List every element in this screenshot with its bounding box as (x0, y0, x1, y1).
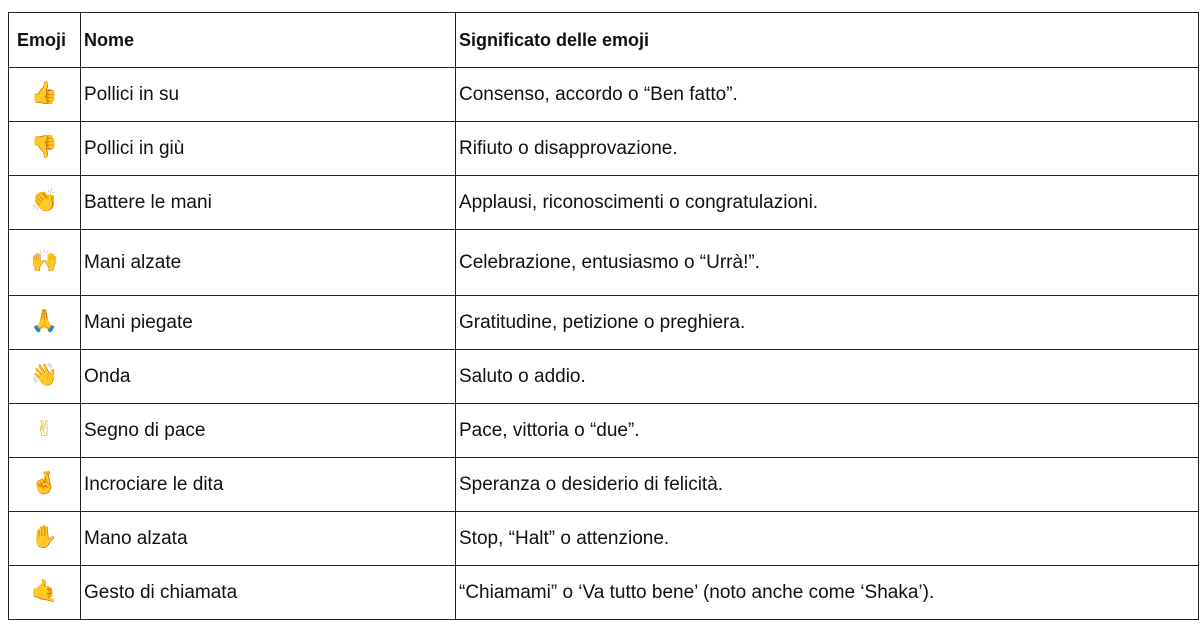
header-emoji: Emoji (9, 13, 81, 68)
name-cell: Mani alzate (81, 230, 456, 296)
name-cell: Pollici in giù (81, 122, 456, 176)
table-row (9, 176, 1199, 230)
name-cell: Pollici in su (81, 68, 456, 122)
name-cell: Segno di pace (81, 404, 456, 458)
folded-hands-icon: 🙏 (30, 309, 59, 334)
emoji-cell (9, 404, 81, 458)
emoji-cell (9, 68, 81, 122)
raised-hands-icon: 🙌 (30, 249, 59, 274)
name-cell: Battere le mani (81, 176, 456, 230)
call-me-hand-icon: 🤙 (30, 579, 59, 604)
header-name: Nome (81, 13, 456, 68)
thumbs-down-icon: 👎 (30, 135, 59, 160)
table-row (9, 68, 1199, 122)
name-cell: Incrociare le dita (81, 458, 456, 512)
emoji-cell (9, 350, 81, 404)
meaning-cell: “Chiamami” o ‘Va tutto bene’ (noto anche come ‘Shaka’). (456, 566, 1199, 620)
meaning-cell: Speranza o desiderio di felicità. (456, 458, 1199, 512)
emoji-cell (9, 458, 81, 512)
table-row (9, 230, 1199, 296)
emoji-table (8, 12, 1199, 620)
emoji-cell (9, 512, 81, 566)
table-row (9, 566, 1199, 620)
emoji-cell (9, 296, 81, 350)
meaning-cell: Rifiuto o disapprovazione. (456, 122, 1199, 176)
meaning-cell: Celebrazione, entusiasmo o “Urrà!”. (456, 230, 1199, 296)
thumbs-up-icon: 👍 (30, 81, 59, 106)
emoji-cell (9, 122, 81, 176)
meaning-cell: Applausi, riconoscimenti o congratulazioni. (456, 176, 1199, 230)
meaning-cell: Consenso, accordo o “Ben fatto”. (456, 68, 1199, 122)
table-header-row (9, 13, 1199, 68)
name-cell: Mani piegate (81, 296, 456, 350)
emoji-cell (9, 566, 81, 620)
table-row (9, 122, 1199, 176)
name-cell: Gesto di chiamata (81, 566, 456, 620)
waving-hand-icon: 👋 (30, 363, 59, 388)
table-row (9, 404, 1199, 458)
emoji-cell (9, 230, 81, 296)
table-row (9, 296, 1199, 350)
meaning-cell: Pace, vittoria o “due”. (456, 404, 1199, 458)
meaning-cell: Gratitudine, petizione o preghiera. (456, 296, 1199, 350)
emoji-cell (9, 176, 81, 230)
victory-hand-icon: ✌ (35, 417, 54, 442)
table-row (9, 350, 1199, 404)
clapping-hands-icon: 👏 (30, 189, 59, 214)
meaning-cell: Stop, “Halt” o attenzione. (456, 512, 1199, 566)
table-body (9, 68, 1199, 620)
header-meaning: Significato delle emoji (456, 13, 1199, 68)
crossed-fingers-icon: 🤞 (30, 471, 59, 496)
table-row (9, 458, 1199, 512)
name-cell: Onda (81, 350, 456, 404)
meaning-cell: Saluto o addio. (456, 350, 1199, 404)
raised-hand-icon: ✋ (30, 525, 59, 550)
table-row (9, 512, 1199, 566)
name-cell: Mano alzata (81, 512, 456, 566)
